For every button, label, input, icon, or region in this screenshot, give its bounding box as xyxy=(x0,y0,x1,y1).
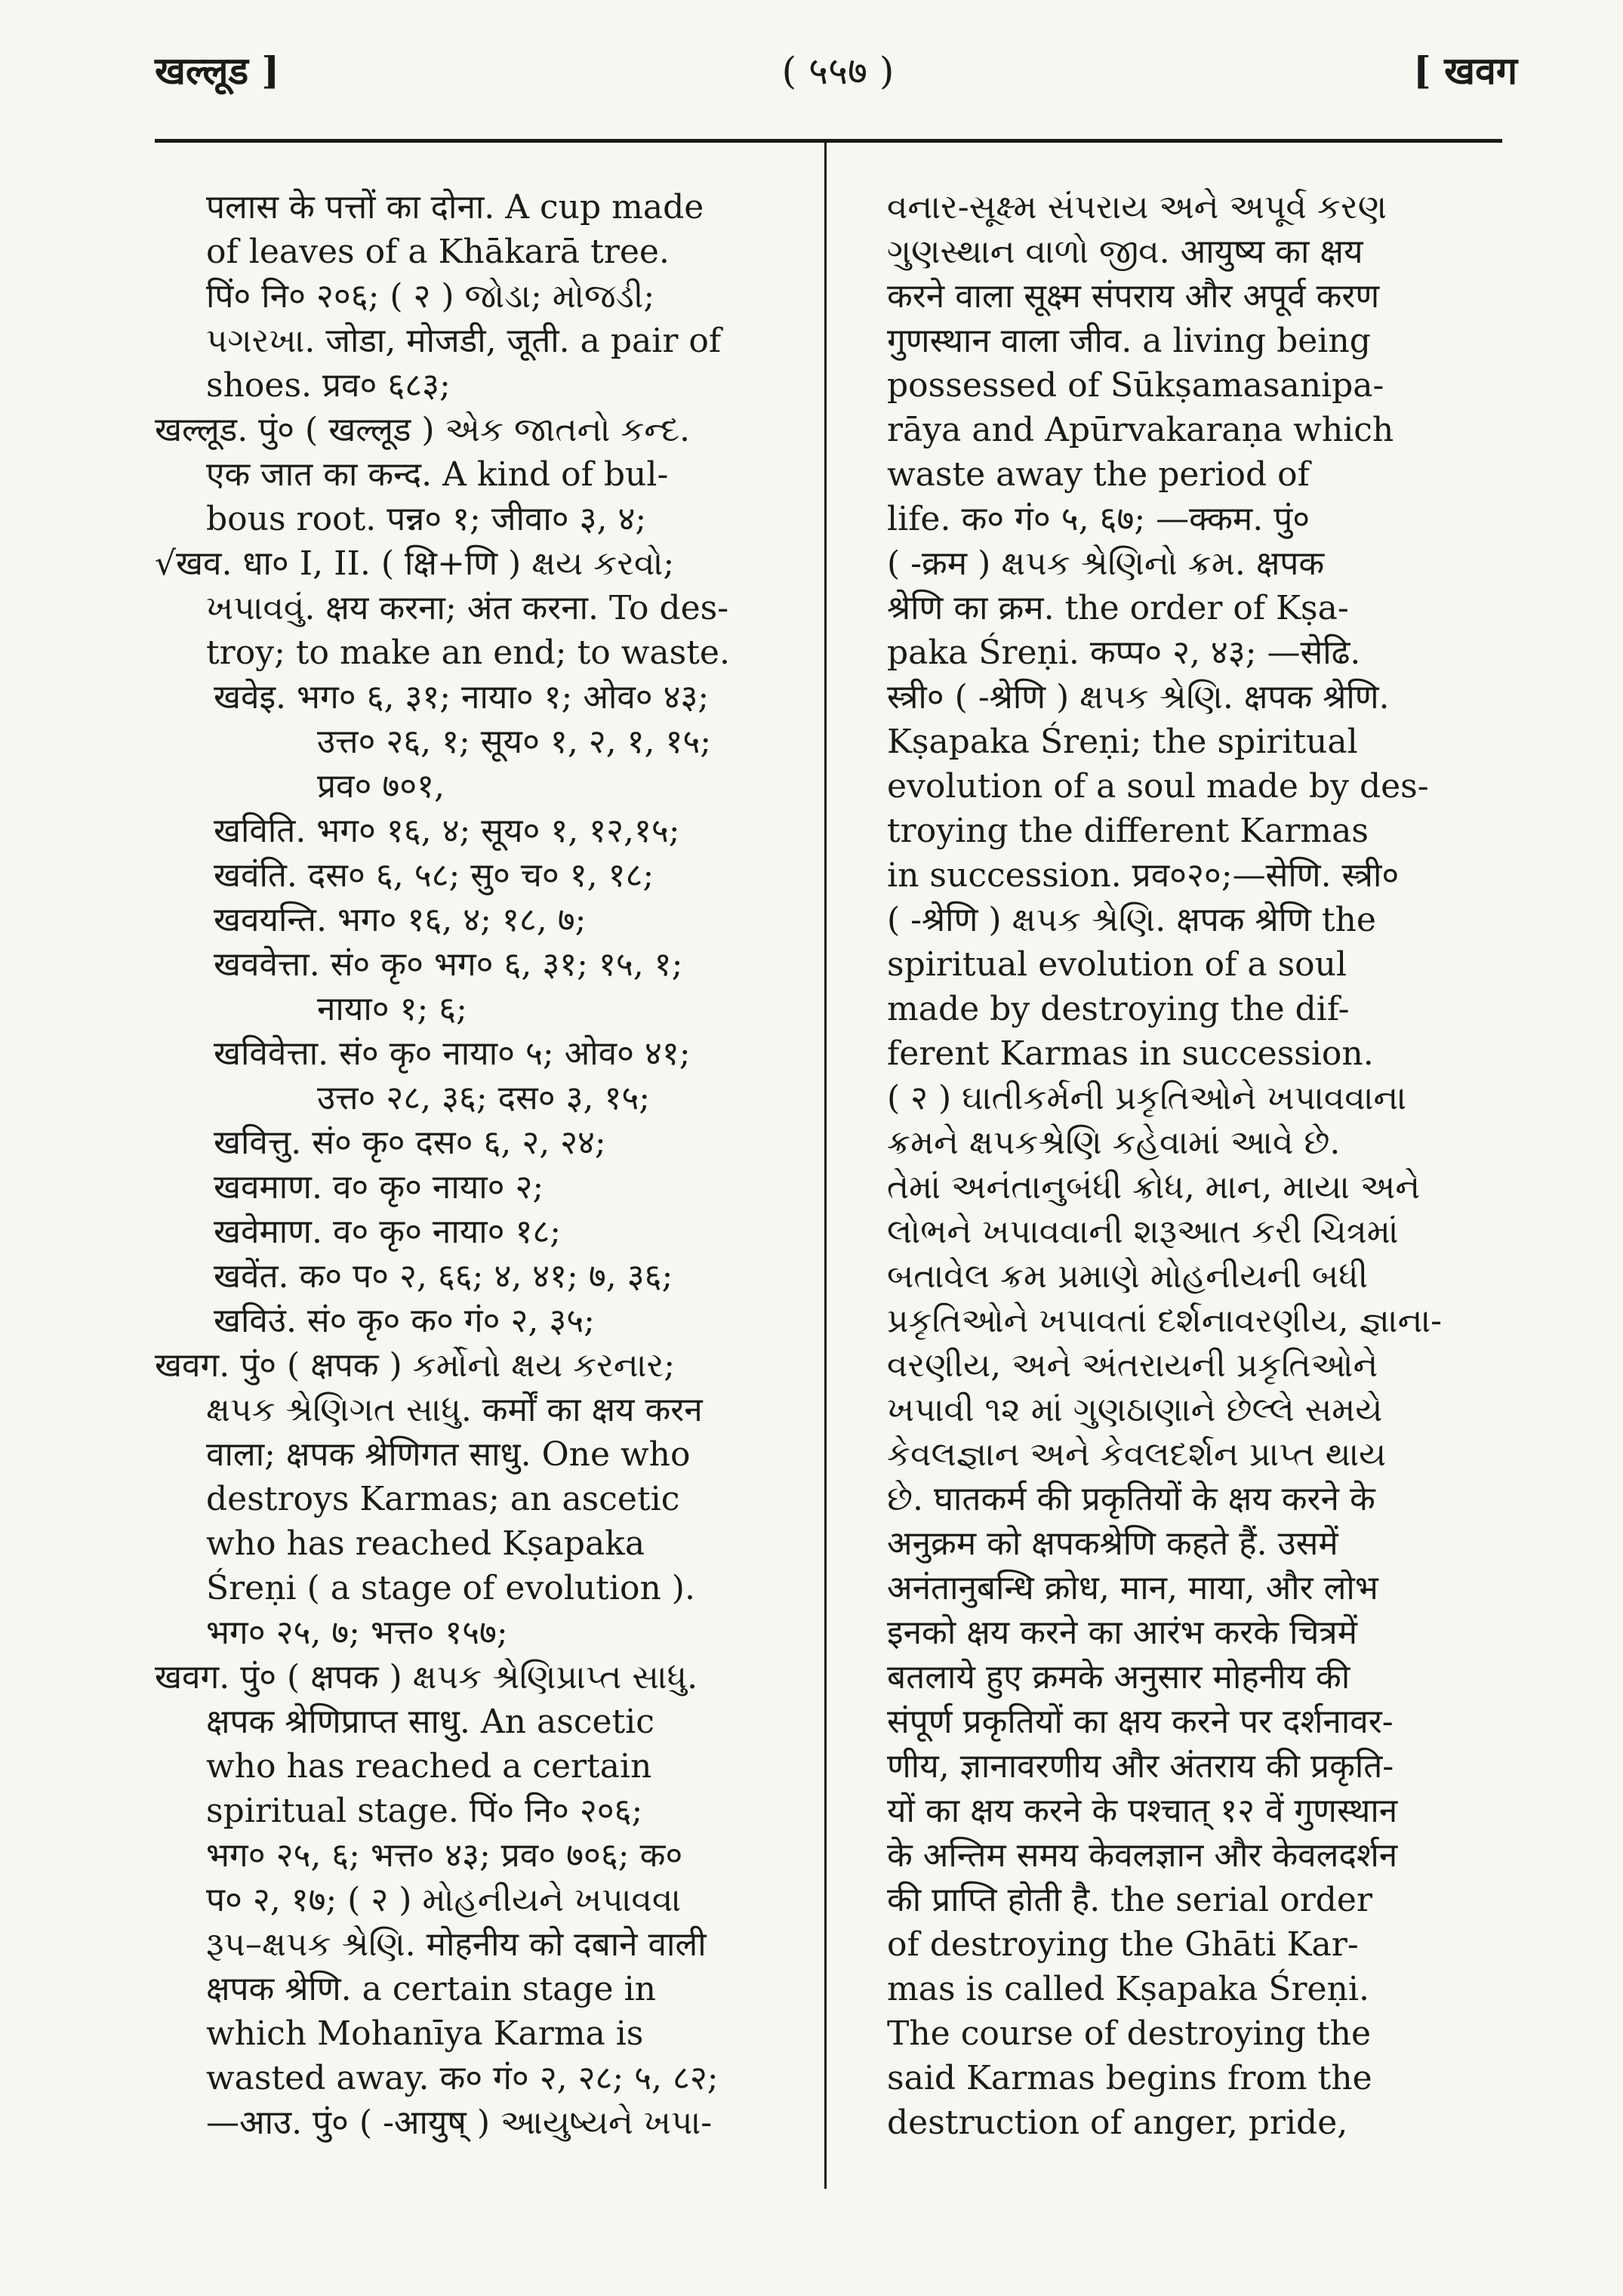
left-column-line: खवग. पुं० ( क्षपक ) ક્ષપક શ્રેણિપ્રાપ્ત સાધુ. xyxy=(155,1658,698,1697)
left-column xyxy=(155,185,796,2145)
left-column-line: खवेमाण. व० कृ० नाया० १८; xyxy=(214,1213,562,1251)
right-column-line: evolution of a soul made by des- xyxy=(887,767,1429,806)
left-column-line: क्षपक श्रेणिप्राप्त साधु. An ascetic xyxy=(206,1703,654,1741)
left-column-line: खवंति. दस० ६, ५८; सु० च० १, १८; xyxy=(214,856,654,895)
left-column-line: खवमाण. व० कृ० नाया० २; xyxy=(214,1168,544,1207)
right-column-line: ગુણસ્થાન વાળો જીવ. आयुष्य का क्षय xyxy=(887,233,1363,271)
right-column-line: ખપાવી ૧૨ માં ગુણઠાણાને છેલ્લે સમયે xyxy=(887,1391,1383,1429)
right-column-line: mas is called Kṣapaka Śreṇi. xyxy=(887,1970,1369,2008)
right-column xyxy=(887,185,1483,2145)
right-column-line: છે. घातकर्म की प्रकृतियों के क्षय करने के xyxy=(887,1480,1375,1518)
left-column-line: who has reached a certain xyxy=(206,1747,652,1786)
left-column-line: एक जात का कन्द. A kind of bul- xyxy=(206,455,669,494)
right-column-line: स्त्री० ( -श्रेणि ) ક્ષપક શ્રેણિ. क्षपक श्रेणि. xyxy=(887,678,1390,717)
left-column-line: क्षपक श्रेणि. a certain stage in xyxy=(206,1970,656,2008)
right-column-line: ( -श्रेणि ) ક્ષપક શ્રેણિ. क्षपक श्रेणि the xyxy=(887,901,1376,939)
right-column-line: destruction of anger, pride, xyxy=(887,2103,1348,2142)
left-column-line: destroys Karmas; an ascetic xyxy=(206,1480,680,1518)
right-column-line: possessed of Sūkṣamasanipa- xyxy=(887,366,1384,405)
right-column-line: संपूर्ण प्रकृतियों का क्षय करने पर दर्शनावर- xyxy=(887,1703,1394,1741)
right-column-line: વનાર-સૂક્ષ્મ સંપરાય અને અપૂર્વ કરણ xyxy=(887,188,1387,227)
left-column-line: ખપાવવું. क्षय करना; अंत करना. To des- xyxy=(206,589,729,627)
left-column-line: —आउ. पुं० ( -आयुष् ) આયુષ્યને ખપા- xyxy=(206,2103,713,2142)
left-column-line: खवित्तु. सं० कृ० दस० ६, २, २४; xyxy=(214,1123,606,1162)
right-column-line: બતાવેલ ક્રમ પ્રમાણે મોહનીયની બધી xyxy=(887,1257,1369,1296)
left-column-line: which Mohanīya Karma is xyxy=(206,2014,644,2053)
left-column-line: भग० २५, ६; भत्त० ४३; प्रव० ७०६; क० xyxy=(206,1836,683,1875)
left-column-line: √खव. धा० I, II. ( क्षि+णि ) ક્ષય કરવો; xyxy=(155,544,675,583)
left-column-line: पिं० नि० २०६; ( २ ) જોડા; મોજડી; xyxy=(206,277,655,316)
left-column-line: खल्लूड. पुं० ( खल्लूड ) એક જાતનો કન્દ. xyxy=(155,411,691,449)
right-column-line: Kṣapaka Śreṇi; the spiritual xyxy=(887,723,1358,761)
left-column-line: spiritual stage. पिं० नि० २०६; xyxy=(206,1792,643,1830)
left-column-line: खविति. भग० १६, ४; सूय० १, १२,१५; xyxy=(214,812,680,850)
left-column-line: of leaves of a Khākarā tree. xyxy=(206,233,670,271)
right-column-line: troying the different Karmas xyxy=(887,812,1369,850)
right-column-line: The course of destroying the xyxy=(887,2014,1372,2053)
right-column-line: of destroying the Ghāti Kar- xyxy=(887,1925,1359,1964)
left-column-line: bous root. पन्न० १; जीवा० ३, ४; xyxy=(206,500,647,538)
left-column-line: troy; to make an end; to waste. xyxy=(206,633,730,672)
right-column-line: यों का क्षय करने के पश्चात् १२ वें गुणस्थान xyxy=(887,1792,1398,1830)
right-column-line: के अन्तिम समय केवलज्ञान और केवलदर्शन xyxy=(887,1836,1398,1875)
right-column-line: अनुक्रम को क्षपकश्रेणि कहते हैं. उसमें xyxy=(887,1524,1338,1563)
left-column-line: उत्त० २६, १; सूय० १, २, १, १५; xyxy=(317,723,712,761)
left-column-line: who has reached Kṣapaka xyxy=(206,1524,645,1563)
left-column-line: खववेत्ता. सं० कृ० भग० ६, ३१; १५, १; xyxy=(214,945,683,984)
left-column-line: भग० २५, ७; भत्त० १५७; xyxy=(206,1613,508,1652)
right-column-line: spiritual evolution of a soul xyxy=(887,945,1347,984)
right-column-line: की प्राप्ति होती है. the serial order xyxy=(887,1881,1373,1919)
left-column-line: खविउं. सं० कृ० क० गं० २, ३५; xyxy=(214,1302,595,1340)
header-right-guideword: [ खवग xyxy=(1413,48,1517,93)
right-column-line: life. क० गं० ५, ६७; —क्कम. पुं० xyxy=(887,500,1310,538)
left-column-line: खवेंत. क० प० २, ६६; ४, ४१; ७, ३६; xyxy=(214,1257,673,1296)
header-left-guideword: खल्लूड ] xyxy=(155,48,280,93)
left-column-line: नाया० १; ६; xyxy=(317,990,467,1028)
right-column-line: rāya and Apūrvakaraṇa which xyxy=(887,411,1394,449)
header-rule xyxy=(155,139,1502,143)
right-column-line: in succession. प्रव०२०;—सेणि. स्त्री० xyxy=(887,856,1400,895)
right-column-line: made by destroying the dif- xyxy=(887,990,1350,1028)
right-column-line: करने वाला सूक्ष्म संपराय और अपूर्व करण xyxy=(887,277,1380,316)
page-number: ( ५५७ ) xyxy=(781,49,895,93)
right-column-line: ( -क्रम ) ક્ષપક શ્રેણિનો ક્રમ. क्षपक xyxy=(887,544,1325,583)
left-column-line: प्रव० ७०१, xyxy=(317,767,445,806)
right-column-line: श्रेणि का क्रम. the order of Kṣa- xyxy=(887,589,1349,627)
right-column-line: गुणस्थान वाला जीव. a living being xyxy=(887,322,1371,360)
left-column-line: Śreṇi ( a stage of evolution ). xyxy=(206,1569,695,1607)
right-column-line: waste away the period of xyxy=(887,455,1310,494)
right-column-line: પ્રકૃતિઓને ખપાવતાં દર્શનાવરણીય, જ્ઞાના- xyxy=(887,1302,1442,1340)
left-column-line: पलास के पत्तों का दोना. A cup made xyxy=(206,188,704,227)
right-column-line: बतलाये हुए क्रमके अनुसार मोहनीय की xyxy=(887,1658,1350,1697)
left-column-line: રૂપ–ક્ષપક શ્રેણિ. मोहनीय को दबाने वाली xyxy=(206,1925,707,1964)
right-column-line: इनको क्षय करने का आरंभ करके चित्रमें xyxy=(887,1613,1358,1652)
left-column-line: उत्त० २८, ३६; दस० ३, १५; xyxy=(317,1079,651,1117)
left-column-line: वाला; क्षपक श्रेणिगत साधु. One who xyxy=(206,1435,691,1474)
column-divider xyxy=(824,143,827,2189)
right-column-line: णीय, ज्ञानावरणीय और अंतराय की प्रकृति- xyxy=(887,1747,1394,1786)
left-column-line: खवयन्ति. भग० १६, ४; १८, ७; xyxy=(214,901,587,939)
right-column-line: ( २ ) ઘાતીકર્મની પ્રકૃતિઓને ખપાવવાના xyxy=(887,1079,1407,1117)
left-column-line: खविवेत्ता. सं० कृ० नाया० ५; ओव० ४१; xyxy=(214,1034,691,1073)
left-column-line: ક્ષપક શ્રેણિગત સાધુ. कर्मों का क्षय करन xyxy=(206,1391,703,1429)
right-column-line: ferent Karmas in succession. xyxy=(887,1034,1374,1073)
left-column-line: પગરખા. जोडा, मोजडी, जूती. a pair of xyxy=(206,322,722,360)
right-column-line: લોભને ખપાવવાની શરૂઆત કરી ચિત્રમાં xyxy=(887,1213,1399,1251)
left-column-line: खवेइ. भग० ६, ३१; नाया० १; ओव० ४३; xyxy=(214,678,710,717)
right-column-line: paka Śreṇi. कप्प० २, ४३; —सेढि. xyxy=(887,633,1361,672)
left-column-line: wasted away. क० गं० २, २८; ५, ८२; xyxy=(206,2059,719,2097)
right-column-line: કેવલજ્ઞાન અને કેવલદર્શન પ્રાપ્ત થાય xyxy=(887,1435,1387,1474)
right-column-line: તેમાં અનંતાનુબંધી ક્રોધ, માન, માયા અને xyxy=(887,1168,1421,1207)
left-column-line: खवग. पुं० ( क्षपक ) કર્મોનો ક્ષય કરનાર; xyxy=(155,1346,676,1385)
right-column-line: said Karmas begins from the xyxy=(887,2059,1372,2097)
right-column-line: अनंतानुबन्धि क्रोध, मान, माया, और लोभ xyxy=(887,1569,1378,1607)
right-column-line: વરણીય, અને અંતરાયની પ્રકૃતિઓને xyxy=(887,1346,1378,1385)
left-column-line: प० २, १७; ( २ ) મોહનીયને ખપાવવા xyxy=(206,1881,682,1919)
right-column-line: ક્રમને ક્ષપકશ્રેણિ કહેવામાં આવે છે. xyxy=(887,1123,1341,1162)
left-column-line: shoes. प्रव० ६८३; xyxy=(206,366,451,405)
